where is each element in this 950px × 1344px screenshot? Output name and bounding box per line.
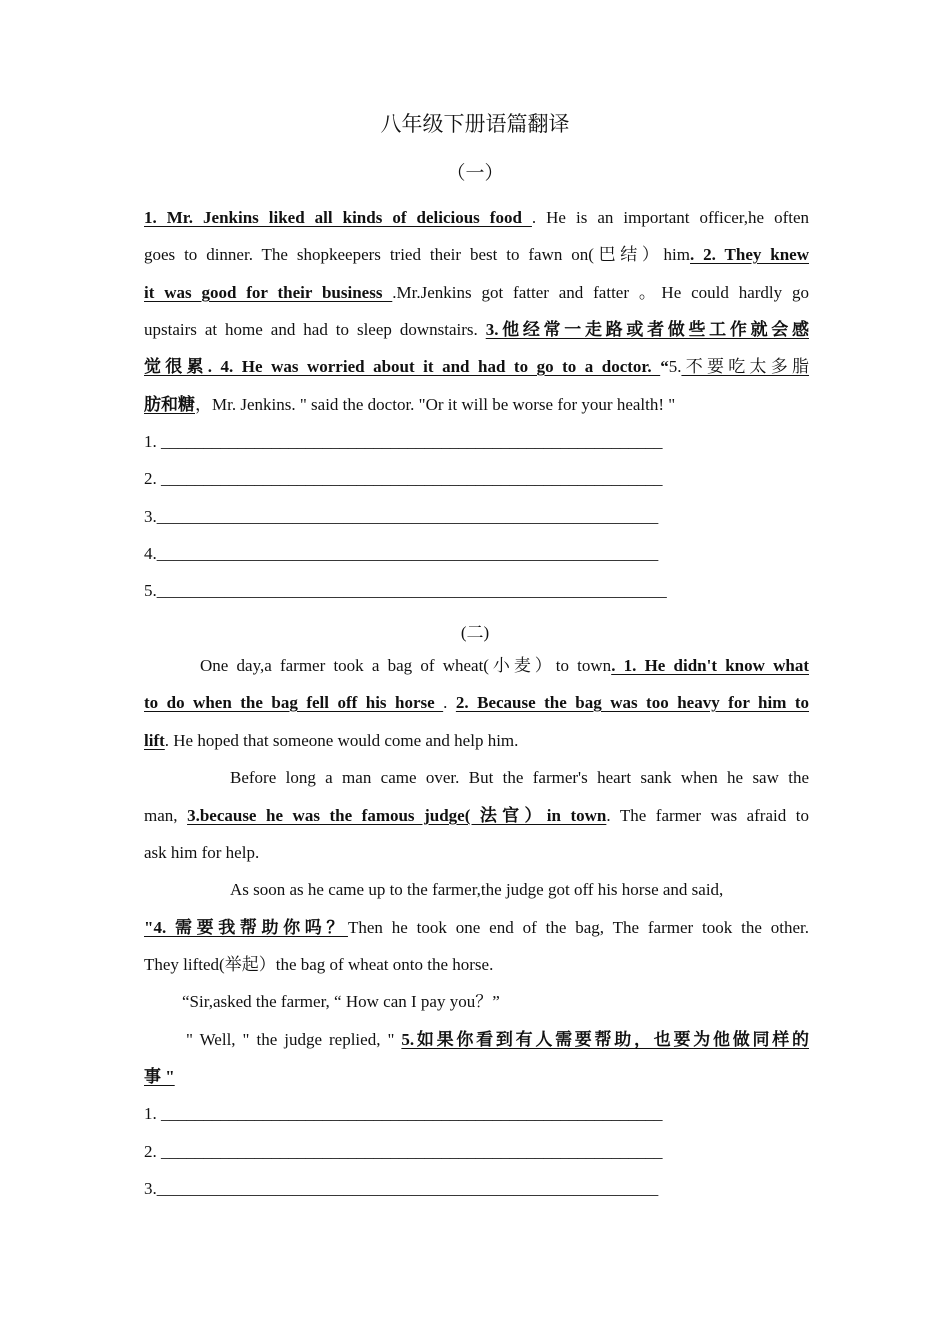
s2-text: . The farmer was afraid to — [606, 806, 809, 825]
s2-p3-line-3: They lifted(举起）the bag of wheat onto the horse. — [144, 955, 494, 974]
s2-answer-blank-2[interactable]: 2. ___________________________________________________________ — [144, 1142, 663, 1161]
s1-line-6 — [144, 394, 809, 416]
s1-task-2-cont: it was good for their business — [144, 283, 393, 302]
s1-text: ，Mr. Jenkins. " said the doctor. "Or it will be worse for your health! " — [195, 395, 676, 414]
section-1-heading: （一） — [446, 163, 504, 184]
s1-text: .Mr.Jenkins got fatter and fatter 。He could hardly go — [392, 283, 809, 302]
s1-line-1 — [144, 207, 809, 229]
s2-answer-blank-1[interactable]: 1. ___________________________________________________________ — [144, 1104, 663, 1123]
s2-p2-line-2 — [144, 805, 809, 827]
s2-p5-line-1 — [186, 1029, 809, 1051]
s1-task-1: 1. Mr. Jenkins liked all kinds of delicious food — [144, 208, 532, 227]
s1-number-5: 5. — [668, 357, 682, 376]
s2-task-2: 2. Because the bag was too heavy for him to — [455, 693, 810, 712]
s1-task-3: 3.他经常一走路或者做些工作就会感 — [485, 320, 809, 339]
s1-task-2: . 2. They knew — [690, 245, 810, 264]
s1-text: upstairs at home and had to sleep downstairs. — [144, 320, 486, 339]
s2-task-3: 3.because he was the famous judge( 法官）in town — [187, 806, 607, 825]
s1-line-3 — [144, 282, 809, 304]
section-2-heading: (二) — [460, 623, 490, 642]
s2-text: Then he took one end of the bag, The farmer took the other. — [347, 918, 809, 937]
s2-answer-blank-3[interactable]: 3.___________________________________________________________ — [144, 1179, 659, 1198]
s2-task-1-cont: to do when the bag fell off his horse — [144, 693, 444, 712]
s1-line-5 — [144, 356, 809, 378]
s2-text: " Well, " the judge replied, " — [186, 1030, 402, 1049]
s1-answer-blank-1[interactable]: 1. ___________________________________________________________ — [144, 432, 663, 451]
s2-text: One day,a farmer took a bag of wheat(小麦）to town — [200, 656, 612, 675]
s2-p2-line-3: ask him for help. — [144, 843, 260, 862]
s1-answer-blank-5[interactable]: 5.____________________________________________________________ — [144, 581, 667, 600]
s1-text: . He is an important officer,he often — [531, 208, 810, 227]
s2-p3-line-1: As soon as he came up to the farmer,the judge got off his horse and said, — [230, 880, 724, 899]
s1-text: goes to dinner. The shopkeepers tried their best to fawn on(巴结）him — [144, 245, 691, 264]
s2-p1-line-2 — [144, 692, 809, 714]
s1-task-5: 不要吃太多脂 — [681, 357, 810, 376]
s2-p2-line-1: Before long a man came over. But the farmer's heart sank when he saw the — [230, 768, 809, 787]
s1-line-4 — [144, 319, 809, 341]
s1-task-5-cont: 肪和糖 — [144, 395, 195, 414]
s1-line-2 — [144, 244, 809, 266]
s2-task-1: . 1. He didn't know what — [611, 656, 809, 675]
s2-p4-line: “Sir,asked the farmer, “ How can I pay you？” — [182, 992, 500, 1011]
s2-p1-line-1 — [200, 655, 809, 677]
s2-text: . He hoped that someone would come and help him. — [164, 731, 519, 750]
s2-task-5: 5.如果你看到有人需要帮助，也要为他做同样的 — [401, 1030, 809, 1049]
s1-quote-mark: “ — [660, 357, 669, 376]
s2-p3-line-2 — [144, 917, 809, 939]
s2-task-5-cont: 事 " — [144, 1067, 175, 1086]
s1-task-3-4: 觉很累. 4. He was worried about it and had to go to a doctor. — [144, 357, 661, 376]
s2-text: man, — [144, 806, 188, 825]
s2-task-4: "4. 需要我帮助你吗？ — [144, 918, 348, 937]
s1-answer-blank-2[interactable]: 2. ___________________________________________________________ — [144, 469, 663, 488]
document-title: 八年级下册语篇翻译 — [380, 112, 570, 136]
s1-answer-blank-3[interactable]: 3.___________________________________________________________ — [144, 507, 659, 526]
s1-answer-blank-4[interactable]: 4.___________________________________________________________ — [144, 544, 659, 563]
s2-text: . — [443, 693, 456, 712]
s2-task-2-cont: lift — [144, 731, 165, 750]
s2-p5-line-2 — [144, 1066, 809, 1088]
s2-p1-line-3 — [144, 730, 809, 752]
